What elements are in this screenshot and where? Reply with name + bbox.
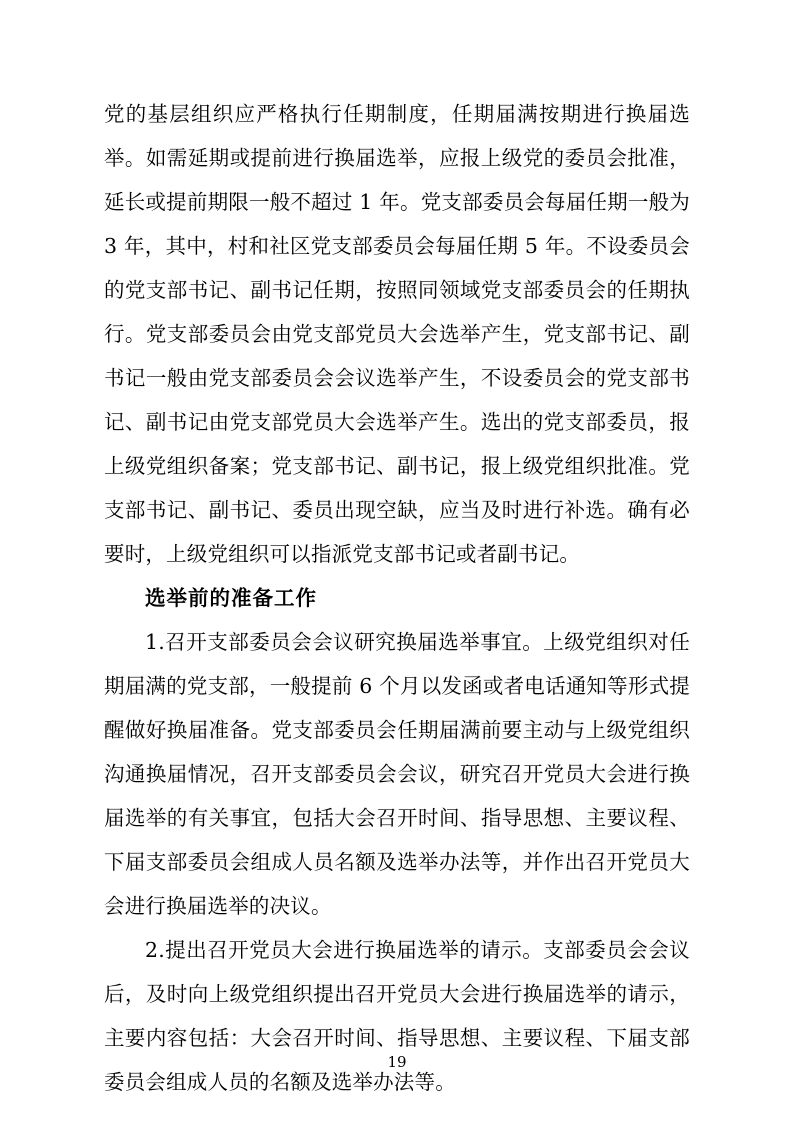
paragraph-term-system: 党的基层组织应严格执行任期制度，任期届满按期进行换届选举。如需延期或提前进行换届选举，应报上级党的委员会批准，延长或提前期限一般不超过 1 年。党支部委员会每届任期一般为 3 年，其中，村和社区党支部委员会每届任期 5 年。不设委员会的党支部书记、副书记任期，按照同领域党支部委员会的任期执行。党支部委员会由党支部党员大会选举产生，党支部书记、副书记一般由党支部委员会会议选举产生，不设委员会的党支部书记、副书记由党支部党员大会选举产生。选出的党支部委员，报上级党组织备案；党支部书记、副书记，报上级党组织批准。党支部书记、副书记、委员出现空缺，应当及时进行补选。确有必要时，上级党组织可以指派党支部书记或者副书记。 (104, 102, 690, 566)
paragraph-item-1: 1.召开支部委员会会议研究换届选举事宜。上级党组织对任期届满的党支部，一般提前 6 个月以发函或者电话通知等形式提醒做好换届准备。党支部委员会任期届满前要主动与上级党组织沟通换届情况，召开支部委员会会议，研究召开党员大会进行换届选举的有关事宜，包括大会召开时间、指导思想、主要议程、下届支部委员会组成人员名额及选举办法等，并作出召开党员大会进行换届选举的决议。 (104, 630, 690, 918)
section-heading-preparation: 选举前的准备工作 (145, 586, 317, 610)
page-number: 19 (387, 1053, 407, 1071)
paragraph-item-2: 2.提出召开党员大会进行换届选举的请示。支部委员会会议后，及时向上级党组织提出召开党员大会进行换届选举的请示，主要内容包括：大会召开时间、指导思想、主要议程、下届支部委员会组成人员的名额及选举办法等。 (104, 938, 690, 1094)
page-body (104, 92, 690, 1104)
